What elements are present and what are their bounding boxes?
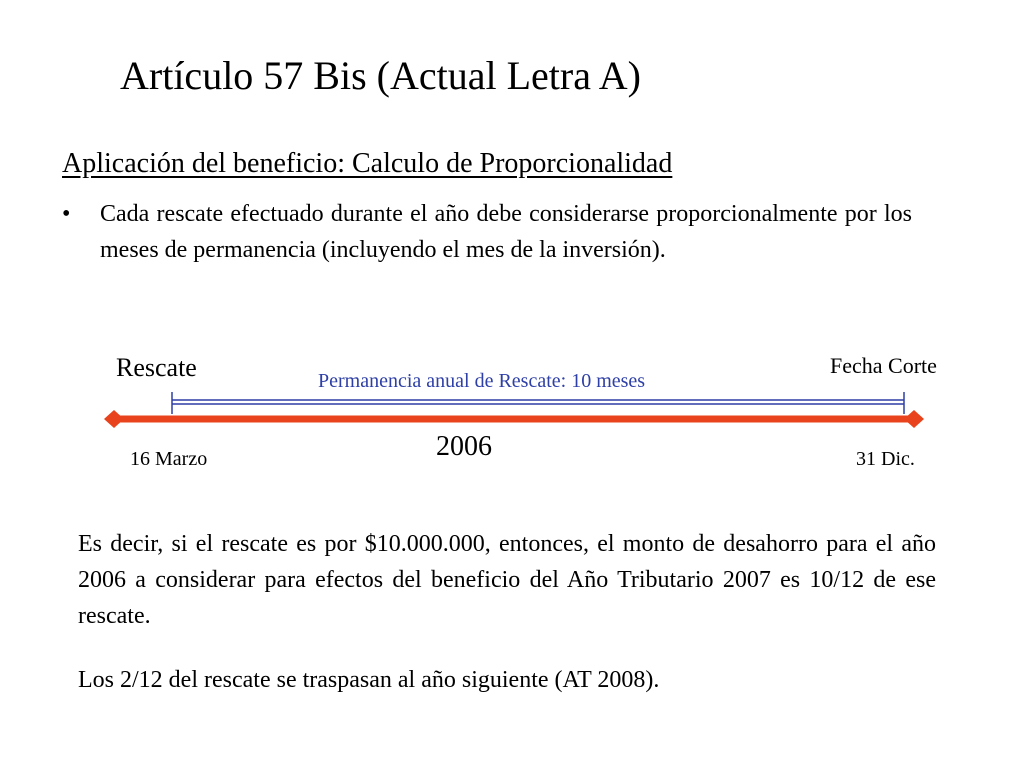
bullet-icon: • (62, 201, 71, 227)
end-date-label: 31 Dic. (856, 448, 915, 470)
slide-title: Artículo 57 Bis (Actual Letra A) (120, 53, 641, 98)
rescate-label: Rescate (116, 353, 197, 382)
bullet-text: Cada rescate efectuado durante el año debe considerarse proporcionalmente por los meses de permanencia (incluyendo el mes de la inversión). (100, 201, 912, 263)
end-diamond-icon (904, 410, 924, 428)
permanence-label: Permanencia anual de Rescate: 10 meses (318, 370, 646, 392)
fecha-corte-label: Fecha Corte (830, 353, 937, 378)
start-date-label: 16 Marzo (130, 448, 208, 470)
carryover-paragraph: Los 2/12 del rescate se traspasan al año siguiente (AT 2008). (78, 667, 660, 693)
start-diamond-icon (104, 410, 124, 428)
year-label: 2006 (436, 431, 492, 462)
explanation-paragraph: Es decir, si el rescate es por $10.000.000, entonces, el monto de desahorro para el año 2006 a considerar para efectos del beneficio del Año Tributario 2007 es 10/12 de ese rescate. (78, 531, 936, 629)
section-subtitle: Aplicación del beneficio: Calculo de Proporcionalidad (62, 148, 673, 179)
timeline-diagram (0, 340, 1024, 480)
